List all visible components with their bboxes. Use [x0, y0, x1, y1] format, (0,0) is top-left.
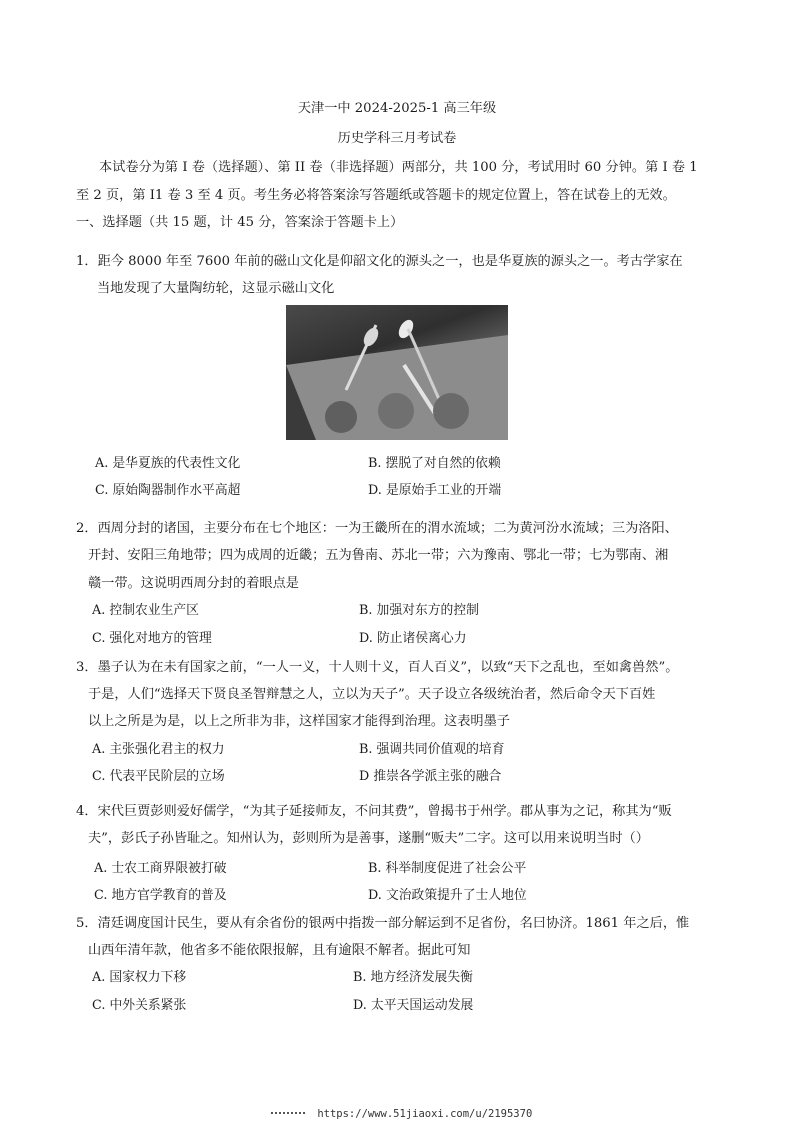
question-2-option-d: D. 防止诸侯离心力	[359, 631, 467, 646]
section-heading: 一、选择题（共 15 题，计 45 分，答案涂于答题卡上）	[76, 215, 404, 230]
footer	[271, 1108, 532, 1120]
question-4-option-b: B. 科举制度促进了社会公平	[368, 861, 527, 876]
question-4-line-2: 夫”，彭氏子孙皆耻之。知州认为，彭则所为是善事，遂删“贩夫”二字。这可以用来说明当时（）	[88, 831, 649, 846]
question-5-option-d: D. 太平天国运动发展	[353, 998, 474, 1013]
question-4-option-d: D. 文治政策提升了士人地位	[368, 888, 527, 903]
question-4-line-1: 4．宋代巨贾彭则爱好儒学，“为其子延接师友，不问其费”，曾揭书于州学。郡从事为之记，称其为“贩	[76, 804, 672, 819]
question-1-option-d: D. 是原始手工业的开端	[368, 483, 502, 498]
question-2-line-1: 2．西周分封的诸国，主要分布在七个地区：一为王畿所在的渭水流域；二为黄河汾水流域；三为洛阳、	[76, 521, 678, 536]
question-2-option-a: A. 控制农业生产区	[92, 603, 199, 618]
exam-subtitle: 历史学科三月考试卷	[337, 131, 457, 146]
question-2-line-2: 开封、安阳三角地带；四为成周的近畿；五为鲁南、苏北一带；六为豫南、鄂北一带；七为鄂南、湘	[88, 548, 669, 563]
question-3-line-2: 于是，人们“选择天下贤良圣智辩慧之人，立以为天子”。天子设立各级统治者，然后命令天下百姓	[88, 687, 656, 702]
question-4-option-c: C. 地方官学教育的普及	[94, 888, 227, 903]
question-1-line-1: 1．距今 8000 年至 7600 年前的磁山文化是仰韶文化的源头之一，也是华夏族的源头之一。考古学家在	[76, 254, 683, 269]
spindle-whorl-photo	[286, 305, 508, 440]
question-5-option-a: A. 国家权力下移	[92, 970, 187, 985]
question-3-option-b: B. 强调共同价值观的培育	[359, 742, 505, 757]
question-1-option-b: B. 摆脱了对自然的依赖	[368, 456, 501, 471]
question-4-option-a: A. 士农工商界限被打破	[94, 861, 227, 876]
footer-url-link[interactable]: https://www.51jiaoxi.com/u/2195370	[317, 1108, 533, 1120]
question-1-option-a: A. 是华夏族的代表性文化	[95, 456, 241, 471]
exam-title: 天津一中 2024-2025-1 高三年级	[297, 101, 497, 116]
intro-line-2: 至 2 页，第 I1 卷 3 至 4 页。考生务必将答案涂写答题纸或答题卡的规定位置上，答在试卷上的无效。	[76, 188, 676, 203]
question-3-line-3: 以上之所是为是，以上之所非为非，这样国家才能得到治理。这表明墨子	[88, 714, 510, 729]
question-1-line-2: 当地发现了大量陶纺轮，这显示磁山文化	[97, 281, 335, 296]
question-1-option-c: C. 原始陶器制作水平高超	[95, 483, 241, 498]
question-5-line-2: 山西年清年款，他省多不能依限报解，且有逾限不解者。据此可知	[88, 943, 471, 958]
question-2-option-b: B. 加强对东方的控制	[359, 603, 479, 618]
question-5-option-b: B. 地方经济发展失衡	[353, 970, 473, 985]
question-3-option-c: C. 代表平民阶层的立场	[92, 769, 225, 784]
question-2-line-3: 赣一带。这说明西周分封的着眼点是	[88, 576, 299, 591]
question-5-line-1: 5．清廷调度国计民生，要从有余省份的银两中指拨一部分解运到不足省份，名曰协济。1861 年之后，惟	[76, 916, 690, 931]
question-3-option-d: D 推崇各学派主张的融合	[359, 769, 502, 784]
question-3-line-1: 3．墨子认为在未有国家之前，“一人一义，十人则十义，百人百义”，以致“天下之乱也，至如禽兽然”。	[76, 660, 679, 675]
footer-watermark-mark	[271, 1112, 305, 1117]
question-2-option-c: C. 强化对地方的管理	[92, 631, 212, 646]
question-3-option-a: A. 主张强化君主的权力	[92, 742, 225, 757]
spindle-whorl-image	[286, 305, 508, 440]
question-5-option-c: C. 中外关系紧张	[92, 998, 187, 1013]
intro-line-1: 本试卷分为第 I 卷（选择题）、第 II 卷（非选择题）两部分，共 100 分，考试用时 60 分钟。第 I 卷 1	[99, 160, 698, 175]
